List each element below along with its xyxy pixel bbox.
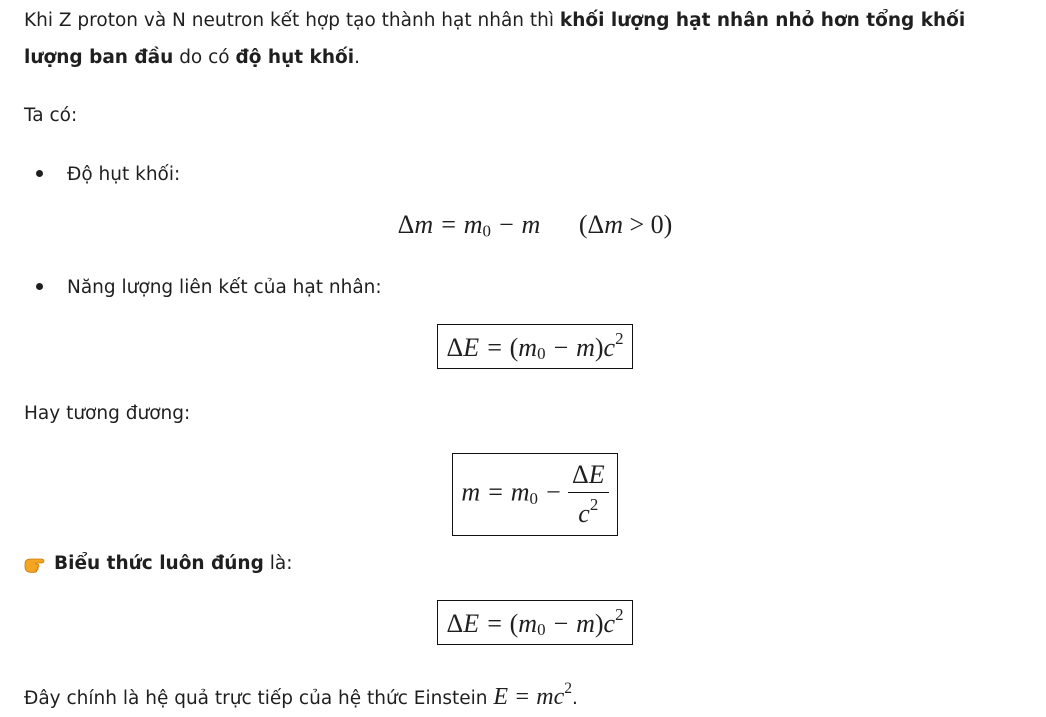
bullet-item [36,160,180,190]
bullet-label: Độ hụt khối: [67,164,181,185]
bullet-dot [36,170,43,177]
boxed-equation: $\Delta E = (m_0 - m)c^2$ [437,600,632,645]
equation-mass-defect: $\Delta m = m_0 - m$ (Δm > 0) [397,210,673,241]
ta-co-label: Ta có: [24,105,78,126]
intro-text-2: do có [173,47,236,68]
final-end: . [572,687,578,709]
intro-bold-2: độ hụt khối [235,47,355,68]
ta-co-text [24,97,1026,134]
intro-paragraph [24,2,1026,76]
boxed-equation: $\Delta E = (m_0 - m)c^2$ [437,324,632,369]
hay-tuong-duong-label: Hay tương đương: [24,403,191,424]
final-paragraph: Đây chính là hệ quả trực tiếp của hệ thức Einstein $E = mc^2$. [24,680,578,710]
hay-tuong-duong-text [24,395,1026,432]
intro-text-3: . [354,47,360,68]
conclusion-rest: là: [263,553,293,574]
bullet-item [36,273,382,303]
intro-text-1: Khi Z proton và N neutron kết hợp tạo thành hạt nhân thì [24,10,560,31]
boxed-equation: $m = m_0$ − $\frac{\Delta E}{c^2}$ [452,453,617,536]
pointing-hand-icon [24,555,46,573]
final-text: Đây chính là hệ quả trực tiếp của hệ thức Einstein [24,687,494,709]
conclusion-bold: Biểu thức luôn đúng [54,553,264,574]
equation-mass-form [0,453,1046,536]
equation-final [0,600,1046,645]
conclusion-paragraph [24,545,1026,582]
intro-bold-1: khối lượng hạt nhân nhỏ hơn tổng khối lượng ban đầu [24,10,966,68]
bullet-label: Năng lượng liên kết của hạt nhân: [67,277,382,298]
bullet-dot [36,283,43,290]
equation-binding-energy [0,324,1046,369]
